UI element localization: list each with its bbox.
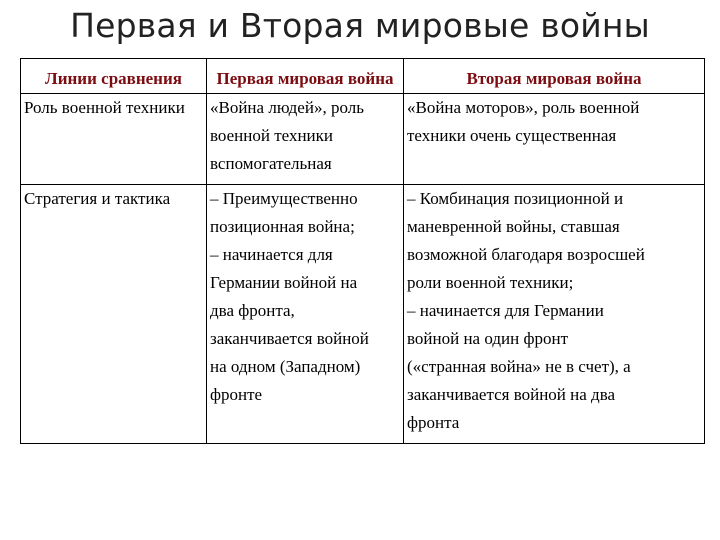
header-ww1: Первая мировая война — [207, 59, 404, 94]
header-ww2: Вторая мировая война — [404, 59, 705, 94]
cell-line: «Война моторов», роль военной — [407, 98, 640, 117]
cell-line: заканчивается войной — [210, 329, 369, 348]
cell-line: вспомогательная — [210, 154, 332, 173]
slide-title: Первая и Вторая мировые войны — [70, 6, 650, 45]
table-row — [21, 94, 705, 185]
cell-line: – Преимущественно — [210, 189, 358, 208]
comparison-table — [20, 58, 705, 444]
cell-line: на одном (Западном) — [210, 357, 361, 376]
cell-line: техники очень существенная — [407, 126, 617, 145]
cell-line: («странная война» не в счет), а — [407, 357, 631, 376]
cell-line: позиционная война; — [210, 217, 355, 236]
row-ww2-cell — [404, 94, 705, 185]
header-criteria: Линии сравнения — [21, 59, 207, 94]
cell-line: фронта — [407, 413, 460, 432]
row-criterion: Роль военной техники — [21, 94, 207, 185]
cell-line: Германии войной на — [210, 273, 358, 292]
row-ww2-cell — [404, 185, 705, 444]
cell-line: два фронта, — [210, 301, 295, 320]
row-criterion: Стратегия и тактика — [21, 185, 207, 444]
cell-line: – начинается для Германии — [407, 301, 604, 320]
cell-line: маневренной войны, ставшая — [407, 217, 620, 236]
table-row — [21, 185, 705, 444]
table-header-row — [21, 59, 705, 94]
cell-line: заканчивается войной на два — [407, 385, 616, 404]
cell-line: фронте — [210, 385, 263, 404]
cell-line: военной техники — [210, 126, 334, 145]
row-ww1-cell — [207, 185, 404, 444]
row-ww1-cell — [207, 94, 404, 185]
cell-line: «Война людей», роль — [210, 98, 364, 117]
cell-line: войной на один фронт — [407, 329, 568, 348]
cell-line: возможной благодаря возросшей — [407, 245, 645, 264]
cell-line: роли военной техники; — [407, 273, 574, 292]
cell-line: – начинается для — [210, 245, 333, 264]
cell-line: – Комбинация позиционной и — [407, 189, 624, 208]
